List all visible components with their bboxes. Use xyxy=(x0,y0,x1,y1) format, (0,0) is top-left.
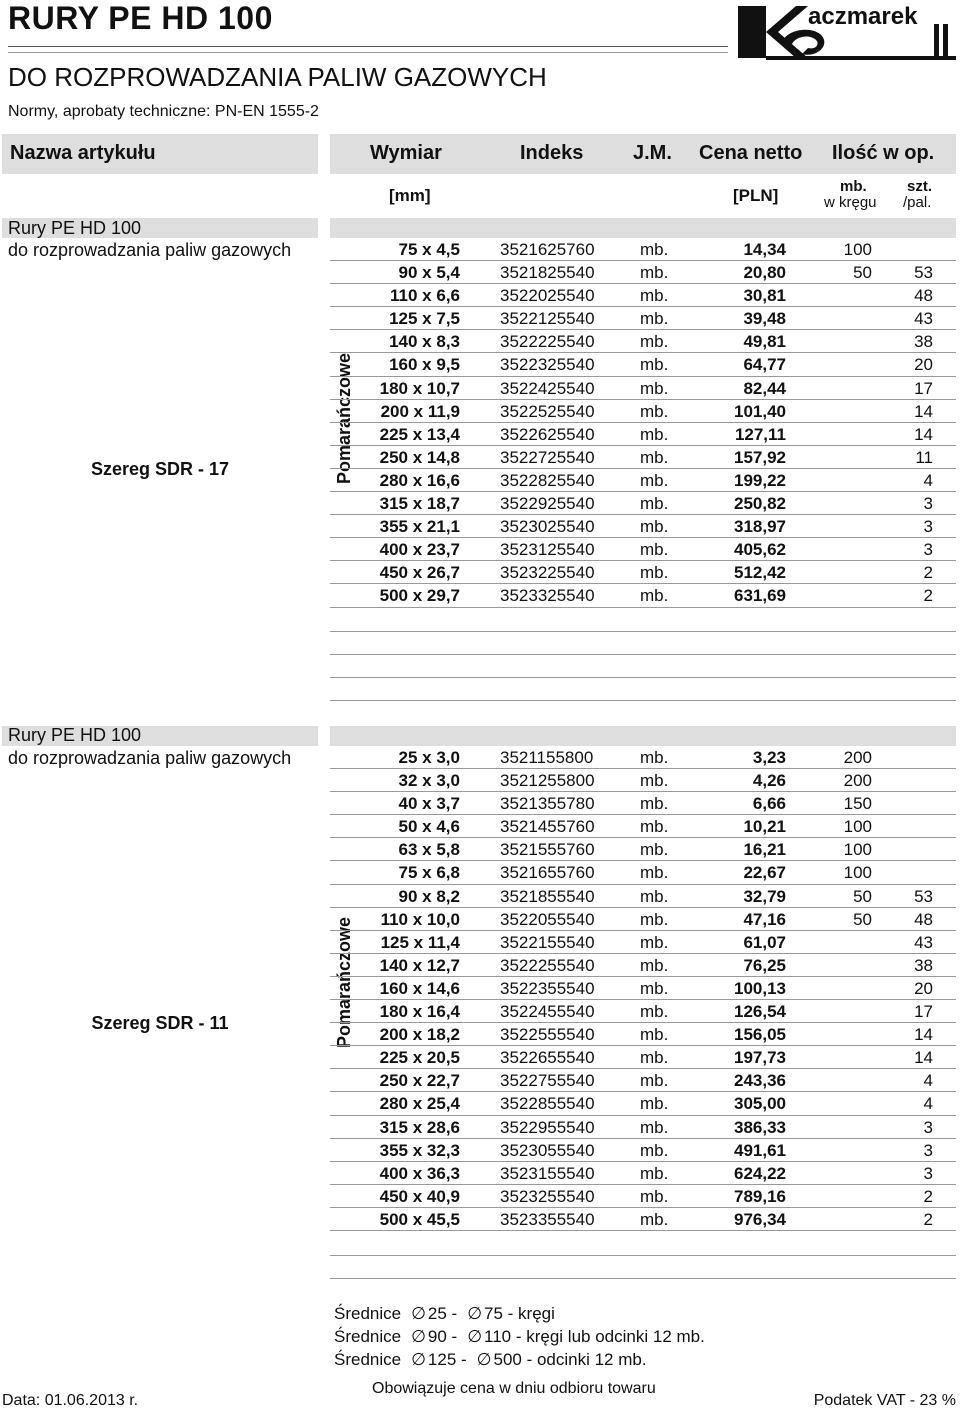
row-qty-mb: 100 xyxy=(843,863,872,883)
row-index: 3522025540 xyxy=(500,286,595,306)
row-price: 157,92 xyxy=(734,447,786,467)
blank-line xyxy=(330,677,956,678)
table-row xyxy=(330,769,956,792)
note-from: 125 - xyxy=(427,1350,467,1369)
row-qty-szt: 20 xyxy=(914,978,933,998)
row-dimension: 25 x 3,0 xyxy=(398,748,460,767)
row-index: 3522555540 xyxy=(500,1025,595,1045)
row-dimension: 75 x 4,5 xyxy=(398,240,460,259)
price-unit-label: [PLN] xyxy=(733,186,779,205)
row-unit: mb. xyxy=(640,378,669,398)
col-header-dimension: Wymiar xyxy=(370,142,442,164)
diameter-notes xyxy=(334,1302,705,1371)
row-index: 3523225540 xyxy=(500,563,595,583)
row-dimension: 315 x 18,7 xyxy=(379,494,460,514)
table-row xyxy=(330,1162,956,1185)
row-dimension: 400 x 23,7 xyxy=(379,540,460,560)
row-index: 3521555760 xyxy=(500,840,595,860)
note-line xyxy=(334,1325,705,1348)
table-row xyxy=(330,515,956,538)
row-unit: mb. xyxy=(640,286,669,306)
row-index: 3522055540 xyxy=(500,909,595,929)
row-price: 126,54 xyxy=(734,1002,786,1022)
group2-bar-right xyxy=(330,726,956,746)
row-index: 3521255800 xyxy=(500,771,595,791)
row-dimension: 225 x 20,5 xyxy=(379,1048,460,1068)
row-index: 3522925540 xyxy=(500,494,595,514)
row-qty-szt: 3 xyxy=(923,1163,933,1183)
row-qty-szt: 3 xyxy=(923,494,933,514)
row-dimension: 160 x 9,5 xyxy=(389,355,460,375)
company-logo xyxy=(738,2,956,62)
row-index: 3523325540 xyxy=(500,586,595,606)
row-index: 3522755540 xyxy=(500,1071,595,1091)
row-qty-szt: 2 xyxy=(923,563,933,583)
row-unit: mb. xyxy=(640,355,669,375)
diameter-icon: ∅ xyxy=(411,1350,426,1369)
row-index: 3522955540 xyxy=(500,1117,595,1137)
row-price: 100,13 xyxy=(734,978,786,998)
row-dimension: 280 x 16,6 xyxy=(379,470,460,490)
mb-label: mb. xyxy=(840,178,867,195)
row-qty-szt: 38 xyxy=(914,332,933,352)
col-header-qty: Ilość w op. xyxy=(832,142,935,164)
row-index: 3521355780 xyxy=(500,794,595,814)
row-index: 3522325540 xyxy=(500,355,595,375)
row-qty-mb: 200 xyxy=(843,771,872,791)
page-title: RURY PE HD 100 xyxy=(8,0,273,36)
row-unit: mb. xyxy=(640,955,669,975)
row-price: 243,36 xyxy=(734,1071,786,1091)
row-unit: mb. xyxy=(640,470,669,490)
row-unit: mb. xyxy=(640,263,669,283)
row-price: 250,82 xyxy=(734,494,786,514)
row-unit: mb. xyxy=(640,1048,669,1068)
row-qty-szt: 14 xyxy=(914,1048,933,1068)
group2-table xyxy=(330,746,956,1231)
row-dimension: 90 x 8,2 xyxy=(398,886,460,906)
row-unit: mb. xyxy=(640,1002,669,1022)
row-qty-mb: 50 xyxy=(853,886,872,906)
row-index: 3523025540 xyxy=(500,517,595,537)
row-price: 16,21 xyxy=(743,840,786,860)
row-price: 789,16 xyxy=(734,1186,786,1206)
row-unit: mb. xyxy=(640,424,669,444)
row-qty-szt: 3 xyxy=(923,517,933,537)
row-index: 3521625760 xyxy=(500,240,595,259)
row-dimension: 200 x 11,9 xyxy=(380,401,460,421)
norms-text: Normy, aprobaty techniczne: PN-EN 1555-2 xyxy=(8,103,319,120)
row-price: 49,81 xyxy=(743,332,786,352)
footer-vat: Podatek VAT - 23 % xyxy=(813,1392,956,1409)
blank-line xyxy=(330,700,956,701)
table-row xyxy=(330,885,956,908)
row-qty-szt: 11 xyxy=(915,447,933,467)
szt-sublabel: /pal. xyxy=(903,194,932,211)
row-unit: mb. xyxy=(640,1140,669,1160)
row-unit: mb. xyxy=(640,886,669,906)
row-unit: mb. xyxy=(640,563,669,583)
row-dimension: 250 x 22,7 xyxy=(379,1071,460,1091)
row-index: 3522425540 xyxy=(500,378,595,398)
row-unit: mb. xyxy=(640,748,669,767)
row-price: 82,44 xyxy=(743,378,786,398)
row-price: 199,22 xyxy=(734,470,786,490)
blank-line xyxy=(330,631,956,632)
row-qty-szt: 4 xyxy=(923,470,933,490)
row-price: 631,69 xyxy=(734,586,786,606)
row-unit: mb. xyxy=(640,978,669,998)
table-row xyxy=(330,492,956,515)
table-row xyxy=(330,377,956,400)
row-price: 127,11 xyxy=(734,424,786,444)
row-qty-mb: 50 xyxy=(853,909,872,929)
row-price: 32,79 xyxy=(743,886,786,906)
row-dimension: 110 x 6,6 xyxy=(390,286,460,306)
table-row xyxy=(330,330,956,353)
row-dimension: 50 x 4,6 xyxy=(398,817,460,837)
row-dimension: 400 x 36,3 xyxy=(379,1163,460,1183)
row-price: 76,25 xyxy=(743,955,786,975)
group1-subtitle: do rozprowadzania paliw gazowych xyxy=(8,240,292,260)
row-qty-mb: 100 xyxy=(843,840,872,860)
row-qty-szt: 17 xyxy=(914,1002,933,1022)
row-price: 6,66 xyxy=(752,794,786,814)
footer-validity: Obowiązuje cena w dniu odbioru towaru xyxy=(372,1380,656,1397)
row-dimension: 40 x 3,7 xyxy=(398,794,460,814)
row-price: 156,05 xyxy=(734,1025,786,1045)
blank-line xyxy=(330,1255,956,1256)
row-qty-szt: 14 xyxy=(914,1025,933,1045)
row-qty-szt: 3 xyxy=(923,1117,933,1137)
row-price: 47,16 xyxy=(743,909,786,929)
szt-label: szt. xyxy=(907,178,933,195)
row-unit: mb. xyxy=(640,863,669,883)
row-index: 3522825540 xyxy=(500,470,595,490)
row-qty-szt: 43 xyxy=(914,309,933,329)
note-from: 90 - xyxy=(427,1327,458,1346)
row-price: 197,73 xyxy=(734,1048,786,1068)
row-unit: mb. xyxy=(640,1163,669,1183)
row-index: 3523255540 xyxy=(500,1186,595,1206)
row-unit: mb. xyxy=(640,909,669,929)
row-price: 22,67 xyxy=(743,863,786,883)
row-dimension: 180 x 16,4 xyxy=(379,1002,460,1022)
table-row xyxy=(330,1046,956,1069)
row-qty-szt: 2 xyxy=(923,1209,933,1229)
table-row xyxy=(330,1185,956,1208)
row-qty-mb: 50 xyxy=(853,263,872,283)
row-dimension: 32 x 3,0 xyxy=(398,771,460,791)
row-qty-szt: 4 xyxy=(923,1094,933,1114)
group1-series: Szereg SDR - 17 xyxy=(90,459,230,479)
row-index: 3521155800 xyxy=(500,748,594,767)
group2-color-label: Pomarańczowe xyxy=(334,916,354,1048)
table-row xyxy=(330,261,956,284)
row-index: 3522355540 xyxy=(500,978,595,998)
table-row xyxy=(330,353,956,376)
row-qty-szt: 14 xyxy=(914,401,933,421)
row-index: 3522155540 xyxy=(500,932,595,952)
row-dimension: 355 x 21,1 xyxy=(379,517,460,537)
note-to: 75 - kręgi xyxy=(484,1304,555,1323)
row-unit: mb. xyxy=(640,771,669,791)
table-row xyxy=(330,1116,956,1139)
row-unit: mb. xyxy=(640,840,669,860)
row-unit: mb. xyxy=(640,794,669,814)
row-unit: mb. xyxy=(640,517,669,537)
row-qty-szt: 48 xyxy=(914,286,933,306)
row-price: 61,07 xyxy=(743,932,786,952)
row-price: 3,23 xyxy=(752,748,786,767)
col-header-name: Nazwa artykułu xyxy=(10,142,156,164)
row-unit: mb. xyxy=(640,1117,669,1137)
row-qty-szt: 20 xyxy=(914,355,933,375)
row-dimension: 250 x 14,8 xyxy=(379,447,460,467)
row-unit: mb. xyxy=(640,932,669,952)
note-label: Średnice xyxy=(334,1304,402,1323)
row-dimension: 355 x 32,3 xyxy=(379,1140,460,1160)
page-subtitle: DO ROZPROWADZANIA PALIW GAZOWYCH xyxy=(8,62,547,92)
table-row xyxy=(330,238,956,261)
blank-line xyxy=(330,654,956,655)
row-qty-szt: 38 xyxy=(914,955,933,975)
group2-series: Szereg SDR - 11 xyxy=(91,1013,229,1033)
diameter-icon: ∅ xyxy=(467,1304,483,1323)
row-index: 3523055540 xyxy=(500,1140,595,1160)
row-qty-szt: 53 xyxy=(914,886,933,906)
table-row xyxy=(330,561,956,584)
footer-date: Data: 01.06.2013 r. xyxy=(2,1392,139,1409)
row-price: 512,42 xyxy=(734,563,786,583)
row-price: 39,48 xyxy=(743,309,786,329)
row-qty-szt: 43 xyxy=(914,932,933,952)
diameter-icon: ∅ xyxy=(411,1304,426,1323)
row-qty-szt: 3 xyxy=(923,1140,933,1160)
table-row xyxy=(330,861,956,884)
row-unit: mb. xyxy=(640,240,669,259)
table-row xyxy=(330,792,956,815)
row-qty-szt: 3 xyxy=(923,540,933,560)
group1-bar-right xyxy=(330,218,956,238)
row-index: 3522855540 xyxy=(500,1094,595,1114)
note-to: 110 - kręgi lub odcinki 12 mb. xyxy=(484,1327,705,1346)
row-index: 3522455540 xyxy=(500,1002,595,1022)
row-price: 10,21 xyxy=(743,817,786,837)
note-from: 25 - xyxy=(427,1304,458,1323)
row-index: 3522655540 xyxy=(500,1048,595,1068)
col-header-price: Cena netto xyxy=(699,142,803,164)
table-row xyxy=(330,446,956,469)
row-qty-szt: 53 xyxy=(914,263,933,283)
row-index: 3522255540 xyxy=(500,955,595,975)
row-dimension: 180 x 10,7 xyxy=(379,378,460,398)
row-unit: mb. xyxy=(640,586,669,606)
row-index: 3523155540 xyxy=(500,1163,595,1183)
row-unit: mb. xyxy=(640,540,669,560)
table-row xyxy=(330,423,956,446)
row-dimension: 90 x 5,4 xyxy=(398,263,460,283)
row-dimension: 125 x 11,4 xyxy=(380,932,460,952)
row-dimension: 75 x 6,8 xyxy=(398,863,460,883)
row-price: 305,00 xyxy=(734,1094,786,1114)
row-dimension: 160 x 14,6 xyxy=(379,978,460,998)
row-index: 3522625540 xyxy=(500,424,595,444)
row-index: 3523355540 xyxy=(500,1209,595,1229)
note-line xyxy=(334,1348,705,1371)
table-row xyxy=(330,1069,956,1092)
table-row xyxy=(330,1000,956,1023)
table-row xyxy=(330,469,956,492)
table-row xyxy=(330,931,956,954)
row-qty-mb: 100 xyxy=(843,817,872,837)
table-row xyxy=(330,815,956,838)
row-unit: mb. xyxy=(640,1209,669,1229)
row-unit: mb. xyxy=(640,1025,669,1045)
diameter-icon: ∅ xyxy=(467,1327,483,1346)
row-dimension: 125 x 7,5 xyxy=(389,309,460,329)
row-index: 3523125540 xyxy=(500,540,595,560)
dim-unit-label: [mm] xyxy=(389,186,431,205)
row-unit: mb. xyxy=(640,1186,669,1206)
row-dimension: 500 x 29,7 xyxy=(379,586,460,606)
row-qty-mb: 100 xyxy=(843,240,872,259)
row-qty-szt: 2 xyxy=(923,1186,933,1206)
table-row xyxy=(330,284,956,307)
group1-table xyxy=(330,238,956,608)
row-unit: mb. xyxy=(640,447,669,467)
row-unit: mb. xyxy=(640,1071,669,1091)
row-dimension: 500 x 45,5 xyxy=(379,1209,460,1229)
row-unit: mb. xyxy=(640,817,669,837)
row-qty-mb: 150 xyxy=(843,794,872,814)
table-row xyxy=(330,954,956,977)
row-dimension: 280 x 25,4 xyxy=(379,1094,460,1114)
row-qty-mb: 200 xyxy=(843,748,872,767)
row-index: 3521855540 xyxy=(500,886,595,906)
table-row xyxy=(330,400,956,423)
group2-title: Rury PE HD 100 xyxy=(8,725,142,745)
group2-subtitle: do rozprowadzania paliw gazowych xyxy=(8,748,292,768)
row-price: 14,34 xyxy=(743,240,786,259)
group1-title: Rury PE HD 100 xyxy=(8,218,142,238)
table-row xyxy=(330,1139,956,1162)
row-dimension: 315 x 28,6 xyxy=(379,1117,460,1137)
row-qty-szt: 2 xyxy=(923,586,933,606)
row-dimension: 63 x 5,8 xyxy=(398,840,460,860)
row-index: 3521455760 xyxy=(500,817,595,837)
row-unit: mb. xyxy=(640,494,669,514)
table-row xyxy=(330,977,956,1000)
row-dimension: 450 x 40,9 xyxy=(379,1186,460,1206)
row-price: 386,33 xyxy=(734,1117,786,1137)
row-qty-szt: 48 xyxy=(914,909,933,929)
row-index: 3521655760 xyxy=(500,863,595,883)
row-price: 4,26 xyxy=(752,771,786,791)
row-unit: mb. xyxy=(640,309,669,329)
row-dimension: 140 x 12,7 xyxy=(379,955,460,975)
row-price: 976,34 xyxy=(734,1209,786,1229)
row-price: 101,40 xyxy=(734,401,786,421)
row-unit: mb. xyxy=(640,332,669,352)
row-dimension: 450 x 26,7 xyxy=(379,563,460,583)
row-qty-szt: 17 xyxy=(914,378,933,398)
diameter-icon: ∅ xyxy=(411,1327,426,1346)
row-index: 3521825540 xyxy=(500,263,595,283)
group1-color-label: Pomarańczowe xyxy=(334,352,354,484)
row-price: 624,22 xyxy=(734,1163,786,1183)
row-price: 491,61 xyxy=(734,1140,786,1160)
table-row xyxy=(330,584,956,607)
table-row xyxy=(330,746,956,769)
row-index: 3522225540 xyxy=(500,332,595,352)
row-dimension: 200 x 18,2 xyxy=(379,1025,460,1045)
table-row xyxy=(330,908,956,931)
row-qty-szt: 14 xyxy=(914,424,933,444)
table-row xyxy=(330,1023,956,1046)
row-index: 3522525540 xyxy=(500,401,595,421)
table-row xyxy=(330,838,956,861)
col-header-index: Indeks xyxy=(520,142,584,164)
row-price: 318,97 xyxy=(734,517,786,537)
table-row xyxy=(330,1092,956,1115)
row-qty-szt: 4 xyxy=(923,1071,933,1091)
logo-wordmark: aczmarek xyxy=(808,3,918,30)
table-row xyxy=(330,538,956,561)
row-price: 30,81 xyxy=(743,286,786,306)
row-dimension: 140 x 8,3 xyxy=(389,332,460,352)
row-dimension: 225 x 13,4 xyxy=(379,424,460,444)
mb-sublabel: w kręgu xyxy=(824,194,877,211)
row-dimension: 110 x 10,0 xyxy=(380,909,460,929)
row-price: 405,62 xyxy=(734,540,786,560)
row-price: 64,77 xyxy=(743,355,786,375)
row-unit: mb. xyxy=(640,1094,669,1114)
row-index: 3522125540 xyxy=(500,309,595,329)
row-unit: mb. xyxy=(640,401,669,421)
diameter-icon: ∅ xyxy=(476,1350,492,1369)
table-row xyxy=(330,1208,956,1231)
col-header-unit: J.M. xyxy=(633,142,672,164)
row-index: 3522725540 xyxy=(500,447,595,467)
row-price: 20,80 xyxy=(743,263,786,283)
note-to: 500 - odcinki 12 mb. xyxy=(493,1350,647,1369)
table-row xyxy=(330,307,956,330)
note-label: Średnice xyxy=(334,1327,402,1346)
title-divider-2 xyxy=(8,52,728,53)
blank-line xyxy=(330,1278,956,1279)
note-line xyxy=(334,1302,705,1325)
title-divider xyxy=(8,46,728,47)
note-label: Średnice xyxy=(334,1350,402,1369)
